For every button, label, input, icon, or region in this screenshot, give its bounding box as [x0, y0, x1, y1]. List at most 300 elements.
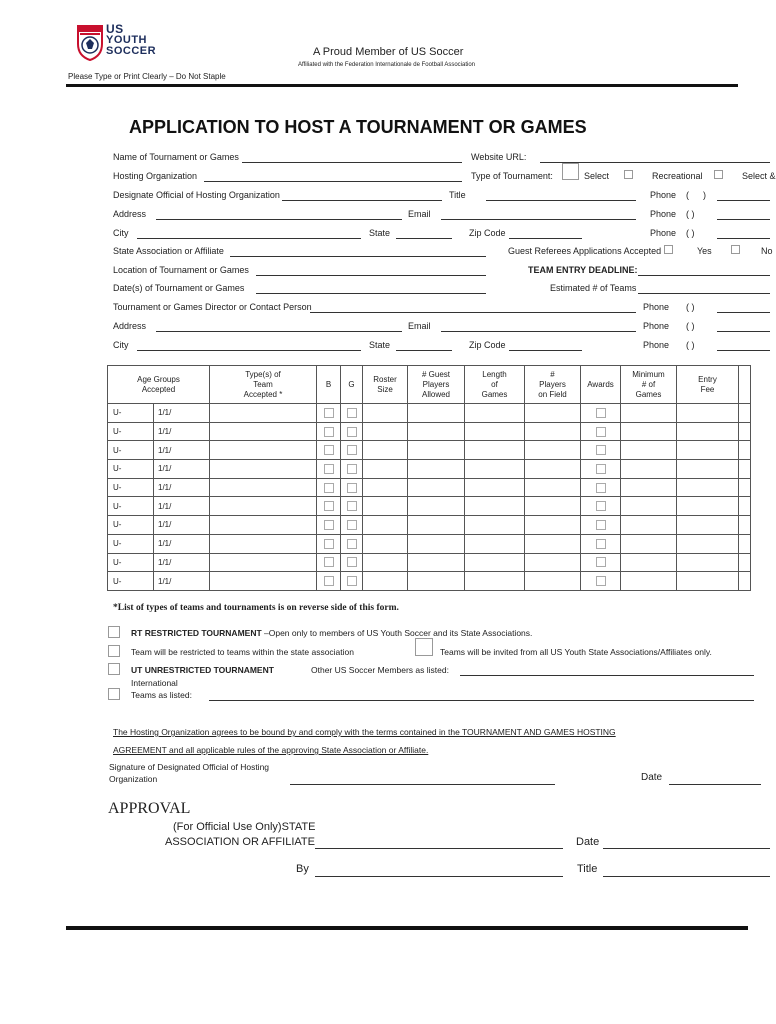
extra-cell[interactable]: [739, 478, 751, 497]
state-label-1: State: [369, 228, 391, 238]
girls-box[interactable]: [347, 576, 357, 586]
boys-box[interactable]: [324, 408, 334, 418]
header-entry-fee: Entry Fee: [677, 366, 739, 404]
phone-paren-open-1: (: [686, 190, 689, 200]
approval-title-field[interactable]: [603, 876, 770, 877]
players-field-cell[interactable]: [525, 553, 581, 572]
approval-association-field[interactable]: [315, 848, 563, 849]
extra-cell[interactable]: [739, 497, 751, 516]
extra-cell[interactable]: [739, 572, 751, 591]
phone-field-6[interactable]: [717, 350, 770, 351]
rt-desc: –Open only to members of US Youth Soccer and its State Associations.: [261, 628, 533, 638]
boys-box[interactable]: [324, 557, 334, 567]
international-teams-checkbox[interactable]: [108, 688, 120, 700]
city-label-2: City: [113, 340, 129, 350]
signature-label-1: Signature of Designated Official of Hosting: [109, 762, 270, 772]
phone-label-2: Phone: [650, 209, 677, 219]
phone-label-1: Phone: [650, 190, 677, 200]
header-g: G: [341, 366, 363, 404]
length-games-cell[interactable]: [465, 404, 525, 423]
awards-box[interactable]: [596, 539, 606, 549]
age-date-cell: 1/1/: [154, 553, 210, 572]
guest-players-cell[interactable]: [408, 534, 465, 553]
rt-restricted-checkbox[interactable]: [108, 626, 120, 638]
team-type-cell[interactable]: [210, 534, 317, 553]
boys-box[interactable]: [324, 464, 334, 474]
address-field-1[interactable]: [156, 219, 402, 220]
roster-size-cell[interactable]: [363, 497, 408, 516]
awards-box[interactable]: [596, 427, 606, 437]
logo-soccer: SOCCER: [106, 45, 157, 57]
awards-box[interactable]: [596, 408, 606, 418]
team-entry-deadline-field[interactable]: [638, 275, 770, 276]
signature-date-label: Date: [641, 772, 663, 783]
estimated-teams-label: Estimated # of Teams: [550, 283, 637, 293]
phone-label-6: Phone: [643, 340, 670, 350]
guest-players-cell[interactable]: [408, 553, 465, 572]
players-field-cell[interactable]: [525, 404, 581, 423]
header-min-games: Minimum # of Games: [621, 366, 677, 404]
state-assoc-field[interactable]: [230, 256, 486, 257]
table-row: [108, 460, 751, 479]
boys-checkbox: [317, 404, 341, 423]
length-games-cell[interactable]: [465, 478, 525, 497]
players-field-cell[interactable]: [525, 516, 581, 535]
age-date-cell: 1/1/: [154, 478, 210, 497]
signature-field[interactable]: [290, 784, 555, 785]
awards-box[interactable]: [596, 483, 606, 493]
boys-box[interactable]: [324, 539, 334, 549]
approval-date-label: Date: [576, 836, 600, 848]
age-date-cell: 1/1/: [154, 404, 210, 423]
team-entry-deadline-label: TEAM ENTRY DEADLINE:: [528, 265, 638, 275]
hosting-org-label: Hosting Organization: [113, 171, 198, 181]
awards-box[interactable]: [596, 576, 606, 586]
guest-players-cell[interactable]: [408, 478, 465, 497]
girls-checkbox: [341, 572, 363, 591]
type-select-label: Select: [584, 171, 610, 181]
age-group-cell: U-: [108, 460, 154, 479]
girls-box[interactable]: [347, 445, 357, 455]
header-rule: [66, 84, 738, 87]
phone-field-3[interactable]: [717, 238, 770, 239]
print-note: Please Type or Print Clearly – Do Not Staple: [68, 72, 226, 81]
header-awards: Awards: [581, 366, 621, 404]
phone-paren-close-1: ): [703, 190, 706, 200]
roster-size-cell[interactable]: [363, 478, 408, 497]
ut-unrestricted-checkbox[interactable]: [108, 663, 120, 675]
team-type-cell[interactable]: [210, 404, 317, 423]
state-label-2: State: [369, 340, 391, 350]
approval-sub-2: ASSOCIATION OR AFFILIATE: [165, 836, 315, 848]
recreational-checkbox[interactable]: [624, 170, 633, 179]
age-group-cell: U-: [108, 441, 154, 460]
age-group-cell: U-: [108, 478, 154, 497]
team-type-cell[interactable]: [210, 460, 317, 479]
estimated-teams-field[interactable]: [638, 293, 770, 294]
international-label: International: [131, 678, 178, 688]
players-field-cell[interactable]: [525, 422, 581, 441]
girls-box[interactable]: [347, 520, 357, 530]
age-group-cell: U-: [108, 516, 154, 535]
boys-checkbox: [317, 422, 341, 441]
rt-all-states-label: Teams will be invited from all US Youth State Associations/Affiliates only.: [440, 647, 712, 657]
email-label-1: Email: [408, 209, 431, 219]
signature-label-2: Organization: [109, 774, 158, 784]
girls-box[interactable]: [347, 483, 357, 493]
approval-heading: APPROVAL: [108, 800, 191, 817]
location-label: Location of Tournament or Games: [113, 265, 249, 275]
tournament-name-label: Name of Tournament or Games: [113, 152, 239, 162]
awards-box[interactable]: [596, 501, 606, 511]
address-field-2[interactable]: [156, 331, 402, 332]
min-games-cell[interactable]: [621, 460, 677, 479]
agreement-line-1: The Hosting Organization agrees to be bound by and comply with the terms contained in the TOURNAMENT AND GAMES HOSTING: [113, 727, 616, 737]
min-games-cell[interactable]: [621, 404, 677, 423]
girls-box[interactable]: [347, 427, 357, 437]
guest-players-cell[interactable]: [408, 516, 465, 535]
awards-checkbox: [581, 478, 621, 497]
table-row: [108, 422, 751, 441]
entry-fee-cell[interactable]: [677, 478, 739, 497]
phone-parens-2: ( ): [686, 209, 695, 219]
rt-restricted-line: [131, 628, 532, 638]
roster-size-cell[interactable]: [363, 404, 408, 423]
teams-listed-label: Teams as listed:: [131, 690, 192, 700]
approval-by-label: By: [296, 863, 309, 875]
roster-size-cell[interactable]: [363, 422, 408, 441]
extra-cell[interactable]: [739, 460, 751, 479]
boys-checkbox: [317, 441, 341, 460]
girls-checkbox: [341, 516, 363, 535]
extra-cell[interactable]: [739, 404, 751, 423]
approval-title-label: Title: [577, 863, 598, 875]
awards-checkbox: [581, 422, 621, 441]
awards-box[interactable]: [596, 464, 606, 474]
boys-box[interactable]: [324, 520, 334, 530]
entry-fee-cell[interactable]: [677, 534, 739, 553]
zip-field-2[interactable]: [509, 350, 582, 351]
table-row: [108, 572, 751, 591]
header-extra: [739, 366, 751, 404]
awards-checkbox: [581, 497, 621, 516]
designate-official-label: Designate Official of Hosting Organization: [113, 190, 280, 200]
extra-cell[interactable]: [739, 553, 751, 572]
approval-by-field[interactable]: [315, 876, 563, 877]
table-row: [108, 534, 751, 553]
boys-checkbox: [317, 516, 341, 535]
email-label-2: Email: [408, 321, 431, 331]
type-tournament-label: Type of Tournament:: [471, 171, 553, 181]
team-type-cell[interactable]: [210, 441, 317, 460]
girls-checkbox: [341, 534, 363, 553]
players-field-cell[interactable]: [525, 534, 581, 553]
title-field[interactable]: [486, 200, 636, 201]
players-field-cell[interactable]: [525, 478, 581, 497]
girls-checkbox: [341, 497, 363, 516]
min-games-cell[interactable]: [621, 516, 677, 535]
city-field-1[interactable]: [137, 238, 361, 239]
length-games-cell[interactable]: [465, 572, 525, 591]
length-games-cell[interactable]: [465, 553, 525, 572]
agreement-line-2: AGREEMENT and all applicable rules of the approving State Association or Affiliate.: [113, 745, 429, 755]
team-type-cell[interactable]: [210, 422, 317, 441]
approval-date-field[interactable]: [603, 848, 770, 849]
guest-players-cell[interactable]: [408, 404, 465, 423]
table-row: [108, 441, 751, 460]
city-label-1: City: [113, 228, 129, 238]
team-type-cell[interactable]: [210, 572, 317, 591]
select-and-label: Select &: [742, 171, 776, 181]
age-group-cell: U-: [108, 404, 154, 423]
age-date-cell: 1/1/: [154, 572, 210, 591]
address-label-1: Address: [113, 209, 147, 219]
table-row: [108, 553, 751, 572]
awards-box[interactable]: [596, 445, 606, 455]
email-field-2[interactable]: [441, 331, 636, 332]
zip-field-1[interactable]: [509, 238, 582, 239]
ut-title: UT UNRESTRICTED TOURNAMENT: [131, 665, 274, 675]
boys-checkbox: [317, 478, 341, 497]
roster-size-cell[interactable]: [363, 534, 408, 553]
entry-fee-cell[interactable]: [677, 460, 739, 479]
header-guest-players: # Guest Players Allowed: [408, 366, 465, 404]
girls-checkbox: [341, 441, 363, 460]
phone-field-5[interactable]: [717, 331, 770, 332]
dates-label: Date(s) of Tournament or Games: [113, 283, 245, 293]
extra-cell[interactable]: [739, 534, 751, 553]
awards-box[interactable]: [596, 557, 606, 567]
guest-players-cell[interactable]: [408, 422, 465, 441]
girls-checkbox: [341, 460, 363, 479]
min-games-cell[interactable]: [621, 478, 677, 497]
guest-referees-no-checkbox[interactable]: [731, 245, 740, 254]
team-type-cell[interactable]: [210, 497, 317, 516]
entry-fee-cell[interactable]: [677, 553, 739, 572]
guest-referees-yes-label: Yes: [697, 246, 712, 256]
min-games-cell[interactable]: [621, 572, 677, 591]
select-and-checkbox[interactable]: [714, 170, 723, 179]
girls-checkbox: [341, 553, 363, 572]
guest-referees-yes-checkbox[interactable]: [664, 245, 673, 254]
roster-size-cell[interactable]: [363, 460, 408, 479]
table-header-row: [108, 366, 751, 404]
age-date-cell: 1/1/: [154, 460, 210, 479]
entry-fee-cell[interactable]: [677, 404, 739, 423]
header-roster-size: Roster Size: [363, 366, 408, 404]
age-date-cell: 1/1/: [154, 422, 210, 441]
email-field-1[interactable]: [441, 219, 636, 220]
awards-checkbox: [581, 460, 621, 479]
boys-checkbox: [317, 497, 341, 516]
type-select-dropdown[interactable]: [562, 163, 579, 180]
location-field[interactable]: [256, 275, 486, 276]
awards-checkbox: [581, 553, 621, 572]
table-row: [108, 404, 751, 423]
guest-referees-label: Guest Referees Applications Accepted: [508, 246, 662, 256]
entry-fee-cell[interactable]: [677, 497, 739, 516]
table-row: [108, 516, 751, 535]
phone-parens-6: ( ): [686, 340, 695, 350]
extra-cell[interactable]: [739, 422, 751, 441]
table-row: [108, 478, 751, 497]
length-games-cell[interactable]: [465, 422, 525, 441]
awards-checkbox: [581, 441, 621, 460]
director-field[interactable]: [310, 312, 636, 313]
age-date-cell: 1/1/: [154, 497, 210, 516]
boys-box[interactable]: [324, 576, 334, 586]
table-row: [108, 497, 751, 516]
boys-box[interactable]: [324, 427, 334, 437]
phone-label-3: Phone: [650, 228, 677, 238]
girls-box[interactable]: [347, 408, 357, 418]
header-length-games: Length of Games: [465, 366, 525, 404]
age-date-cell: 1/1/: [154, 516, 210, 535]
header-types-team: Type(s) of Team Accepted *: [210, 366, 317, 404]
director-label: Tournament or Games Director or Contact Person: [113, 302, 312, 312]
phone-field-4[interactable]: [717, 312, 770, 313]
boys-box[interactable]: [324, 501, 334, 511]
zip-label-1: Zip Code: [469, 228, 506, 238]
footer-rule: [66, 926, 748, 930]
address-label-2: Address: [113, 321, 147, 331]
list-types-note: *List of types of teams and tournaments is on reverse side of this form.: [113, 603, 399, 613]
length-games-cell[interactable]: [465, 460, 525, 479]
age-group-cell: U-: [108, 422, 154, 441]
players-field-cell[interactable]: [525, 572, 581, 591]
boys-box[interactable]: [324, 483, 334, 493]
phone-field-2[interactable]: [717, 219, 770, 220]
girls-box[interactable]: [347, 501, 357, 511]
age-date-cell: 1/1/: [154, 534, 210, 553]
guest-players-cell[interactable]: [408, 572, 465, 591]
girls-checkbox: [341, 404, 363, 423]
guest-players-cell[interactable]: [408, 460, 465, 479]
extra-cell[interactable]: [739, 516, 751, 535]
min-games-cell[interactable]: [621, 441, 677, 460]
roster-size-cell[interactable]: [363, 553, 408, 572]
approval-sub-1: (For Official Use Only)STATE: [173, 821, 316, 833]
header-players-field: # Players on Field: [525, 366, 581, 404]
team-type-cell[interactable]: [210, 553, 317, 572]
phone-label-5: Phone: [643, 321, 670, 331]
guest-referees-no-label: No: [761, 246, 773, 256]
logo-us: US: [106, 22, 124, 36]
title-label: Title: [449, 190, 466, 200]
age-group-cell: U-: [108, 572, 154, 591]
affiliated-text: Affiliated with the Federation Internationale de Football Association: [298, 62, 475, 68]
phone-field-1[interactable]: [717, 200, 770, 201]
roster-size-cell[interactable]: [363, 441, 408, 460]
girls-checkbox: [341, 478, 363, 497]
awards-checkbox: [581, 404, 621, 423]
logo-youth: YOUTH: [106, 34, 147, 46]
ut-other-field[interactable]: [460, 675, 754, 676]
rt-within-state-label: Team will be restricted to teams within the state association: [131, 647, 354, 657]
extra-cell[interactable]: [739, 441, 751, 460]
header-b: B: [317, 366, 341, 404]
website-url-label: Website URL:: [471, 152, 527, 162]
us-youth-soccer-logo: [74, 22, 166, 62]
zip-label-2: Zip Code: [469, 340, 506, 350]
teams-listed-field[interactable]: [209, 700, 754, 701]
players-field-cell[interactable]: [525, 497, 581, 516]
min-games-cell[interactable]: [621, 422, 677, 441]
phone-label-4: Phone: [643, 302, 670, 312]
recreational-label: Recreational: [652, 171, 703, 181]
age-group-cell: U-: [108, 497, 154, 516]
min-games-cell[interactable]: [621, 497, 677, 516]
boys-checkbox: [317, 572, 341, 591]
state-field-1[interactable]: [396, 238, 452, 239]
length-games-cell[interactable]: [465, 516, 525, 535]
team-type-cell[interactable]: [210, 478, 317, 497]
min-games-cell[interactable]: [621, 553, 677, 572]
age-groups-table: [107, 365, 751, 591]
rt-all-states-checkbox[interactable]: [415, 638, 433, 656]
dates-field[interactable]: [256, 293, 486, 294]
girls-box[interactable]: [347, 539, 357, 549]
entry-fee-cell[interactable]: [677, 441, 739, 460]
length-games-cell[interactable]: [465, 534, 525, 553]
roster-size-cell[interactable]: [363, 572, 408, 591]
state-field-2[interactable]: [396, 350, 452, 351]
header-age-groups: Age Groups Accepted: [108, 366, 210, 404]
awards-checkbox: [581, 534, 621, 553]
page-title: APPLICATION TO HOST A TOURNAMENT OR GAMES: [129, 117, 587, 137]
entry-fee-cell[interactable]: [677, 572, 739, 591]
tournament-name-field[interactable]: [242, 162, 462, 163]
age-group-cell: U-: [108, 534, 154, 553]
phone-parens-3: ( ): [686, 228, 695, 238]
entry-fee-cell[interactable]: [677, 516, 739, 535]
boys-box[interactable]: [324, 445, 334, 455]
rt-title: RT RESTRICTED TOURNAMENT: [131, 628, 262, 638]
girls-checkbox: [341, 422, 363, 441]
girls-box[interactable]: [347, 464, 357, 474]
roster-size-cell[interactable]: [363, 516, 408, 535]
min-games-cell[interactable]: [621, 534, 677, 553]
girls-box[interactable]: [347, 557, 357, 567]
phone-parens-4: ( ): [686, 302, 695, 312]
city-field-2[interactable]: [137, 350, 361, 351]
hosting-org-field[interactable]: [204, 181, 462, 182]
phone-parens-5: ( ): [686, 321, 695, 331]
signature-date-field[interactable]: [669, 784, 761, 785]
age-group-cell: U-: [108, 553, 154, 572]
players-field-cell[interactable]: [525, 460, 581, 479]
awards-checkbox: [581, 572, 621, 591]
awards-box[interactable]: [596, 520, 606, 530]
length-games-cell[interactable]: [465, 497, 525, 516]
soccer-crest-icon: [74, 22, 106, 62]
entry-fee-cell[interactable]: [677, 422, 739, 441]
age-date-cell: 1/1/: [154, 441, 210, 460]
team-type-cell[interactable]: [210, 516, 317, 535]
length-games-cell[interactable]: [465, 441, 525, 460]
ut-other-label: Other US Soccer Members as listed:: [311, 665, 449, 675]
boys-checkbox: [317, 553, 341, 572]
guest-players-cell[interactable]: [408, 441, 465, 460]
awards-checkbox: [581, 516, 621, 535]
boys-checkbox: [317, 534, 341, 553]
state-assoc-label: State Association or Affiliate: [113, 246, 224, 256]
member-text: A Proud Member of US Soccer: [313, 46, 464, 58]
designate-official-field[interactable]: [282, 200, 442, 201]
guest-players-cell[interactable]: [408, 497, 465, 516]
rt-within-state-checkbox[interactable]: [108, 645, 120, 657]
players-field-cell[interactable]: [525, 441, 581, 460]
